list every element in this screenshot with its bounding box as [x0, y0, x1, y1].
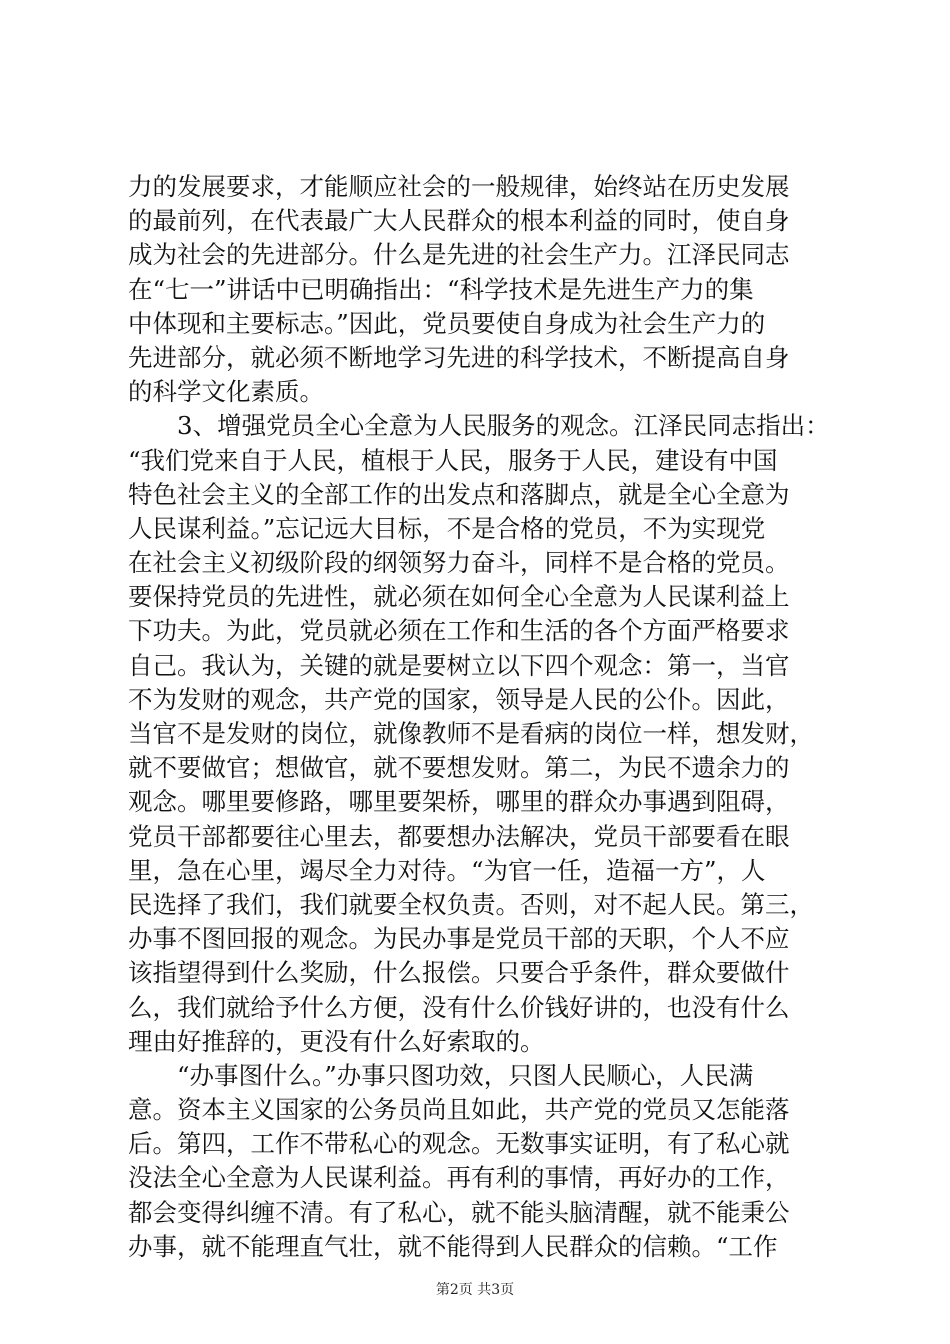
text-line: 就不要做官；想做官，就不要想发财。第二，为民不遗余力的: [128, 753, 790, 783]
text-line: 该指望得到什么奖励，什么报偿。只要合乎条件，群众要做什: [128, 958, 790, 988]
text-line: “办事图什么。”办事只图功效，只图人民顺心，人民满: [128, 1060, 754, 1090]
text-line: 办事不图回报的观念。为民办事是党员干部的天职，个人不应: [128, 924, 790, 954]
text-line: 没法全心全意为人民谋利益。再有利的事情，再好办的工作，: [128, 1163, 790, 1193]
body-text: [128, 170, 828, 1264]
text-line: 办事，就不能理直气壮，就不能得到人民群众的信赖。“工作: [128, 1231, 778, 1261]
text-line: 观念。哪里要修路，哪里要架桥，哪里的群众办事遇到阻碍，: [128, 787, 790, 817]
text-line: 先进部分，就必须不断地学习先进的科学技术，不断提高自身: [128, 342, 790, 372]
text-line: 不为发财的观念，共产党的国家，领导是人民的公仆。因此，: [128, 684, 790, 714]
text-line: 3、增强党员全心全意为人民服务的观念。江泽民同志指出：: [128, 411, 830, 441]
text-line: 在社会主义初级阶段的纲领努力奋斗，同样不是合格的党员。: [128, 548, 790, 578]
text-line: 后。第四，工作不带私心的观念。无数事实证明，有了私心就: [128, 1129, 790, 1159]
text-line: 当官不是发财的岗位，就像教师不是看病的岗位一样，想发财，: [128, 719, 814, 748]
text-line: 自己。我认为，关键的就是要树立以下四个观念：第一，当官: [128, 650, 790, 680]
text-line: “我们党来自于人民，植根于人民，服务于人民，建设有中国: [128, 445, 778, 475]
text-line: 党员干部都要往心里去，都要想办法解决，党员干部要看在眼: [128, 821, 790, 851]
text-line: 特色社会主义的全部工作的出发点和落脚点，就是全心全意为: [128, 479, 790, 509]
text-line: 都会变得纠缠不清。有了私心，就不能头脑清醒，就不能秉公: [128, 1197, 790, 1227]
text-line: 力的发展要求，才能顺应社会的一般规律，始终站在历史发展: [128, 172, 790, 201]
text-line: 意。资本主义国家的公务员尚且如此，共产党的党员又怎能落: [128, 1095, 790, 1125]
text-line: 的科学文化素质。: [128, 377, 324, 407]
text-line: 民选择了我们，我们就要全权负责。否则，对不起人民。第三，: [128, 889, 814, 919]
page-number-footer: 第2页 共3页: [435, 1282, 515, 1298]
text-line: 成为社会的先进部分。什么是先进的社会生产力。江泽民同志: [128, 240, 790, 270]
text-line: 里，急在心里，竭尽全力对待。“为官一任，造福一方”，人: [128, 855, 766, 885]
text-line: 中体现和主要标志。”因此，党员要使自身成为社会生产力的: [128, 308, 766, 338]
text-line: 理由好推辞的，更没有什么好索取的。: [128, 1026, 545, 1056]
text-line: 在“七一”讲话中已明确指出：“科学技术是先进生产力的集: [128, 274, 754, 304]
text-line: 要保持党员的先进性，就必须在如何全心全意为人民谋利益上: [128, 582, 790, 612]
text-line: 么，我们就给予什么方便，没有什么价钱好讲的，也没有什么: [128, 992, 790, 1022]
text-line: 的最前列，在代表最广大人民群众的根本利益的同时，使自身: [128, 206, 790, 236]
text-line: 人民谋利益。”忘记远大目标，不是合格的党员，不为实现党: [128, 513, 766, 543]
text-line: 下功夫。为此，党员就必须在工作和生活的各个方面严格要求: [128, 616, 790, 646]
